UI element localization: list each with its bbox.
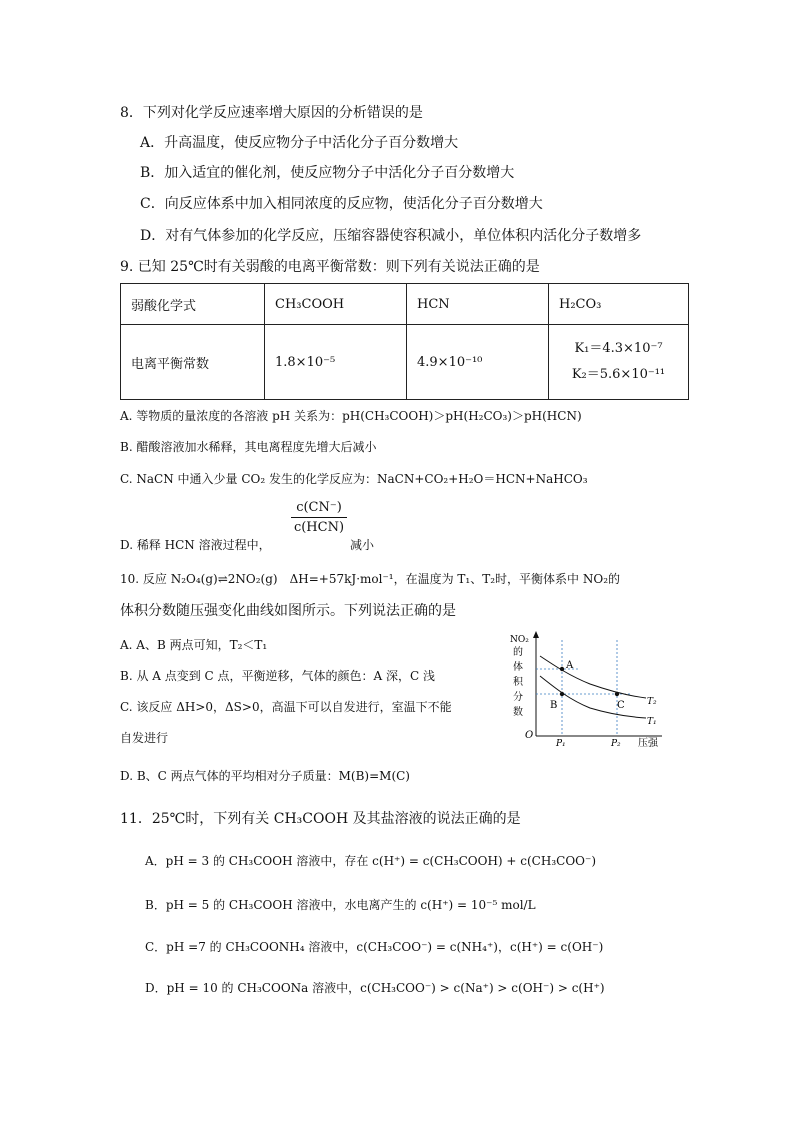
table-cell: 1.8×10⁻⁵ bbox=[265, 325, 407, 400]
table-cell: 电离平衡常数 bbox=[121, 325, 265, 400]
x-axis-label: 压强 bbox=[638, 738, 658, 748]
y-axis-arrow bbox=[533, 631, 539, 638]
q9-stem: 9. 已知 25℃时有关弱酸的电离平衡常数：则下列有关说法正确的是 bbox=[120, 259, 540, 275]
table-row bbox=[121, 284, 689, 325]
origin-label: O bbox=[525, 730, 534, 741]
point-b-label: B bbox=[550, 700, 558, 711]
p1-label: P₁ bbox=[556, 739, 566, 748]
q8-option-c: C．向反应体系中加入相同浓度的反应物，使活化分子百分数增大 bbox=[140, 196, 543, 212]
q10-option-d: D. B、C 两点气体的平均相对分子质量：M(B)=M(C) bbox=[120, 769, 410, 783]
t2-label: T₂ bbox=[647, 697, 657, 707]
y-label-5: 分 bbox=[513, 692, 523, 703]
q10-option-c-cont: 自发进行 bbox=[120, 731, 169, 745]
point-a bbox=[560, 667, 564, 671]
q8-option-d: D．对有气体参加的化学反应，压缩容器使容积减小，单位体积内活化分子数增多 bbox=[140, 228, 642, 244]
point-c-label: C bbox=[617, 700, 625, 711]
no2-fraction-graph bbox=[500, 628, 670, 748]
table-cell bbox=[549, 325, 689, 400]
fraction-numerator: c(CN⁻) bbox=[291, 500, 347, 518]
q11-stem: 11．25℃时，下列有关 CH₃COOH 及其盐溶液的说法正确的是 bbox=[120, 811, 521, 827]
q8-option-b: B．加入适宜的催化剂，使反应物分子中活化分子百分数增大 bbox=[140, 165, 515, 181]
y-label-3: 体 bbox=[513, 662, 523, 673]
q8-stem: 8．下列对化学反应速率增大原因的分析错误的是 bbox=[120, 105, 423, 121]
table-cell: CH₃COOH bbox=[265, 284, 407, 325]
y-label-6: 数 bbox=[513, 707, 523, 718]
fraction-cn-over-hcn bbox=[291, 500, 347, 535]
q11-option-b: B．pH = 5 的 CH₃COOH 溶液中，水电离产生的 c(H⁺) = 10⁻⁵ mol/L bbox=[145, 898, 536, 912]
table-cell: HCN bbox=[407, 284, 549, 325]
q8-option-a: A．升高温度，使反应物分子中活化分子百分数增大 bbox=[140, 135, 459, 151]
table-row bbox=[121, 325, 689, 400]
q10-stem-line1: 10. 反应 N₂O₄(g)⇌2NO₂(g) ΔH=+57kJ·mol⁻¹，在温度为 T₁、T₂时，平衡体系中 NO₂的 bbox=[120, 572, 620, 586]
q11-option-c: C．pH =7 的 CH₃COONH₄ 溶液中，c(CH₃COO⁻) = c(NH₄⁺)，c(H⁺) = c(OH⁻) bbox=[145, 940, 604, 954]
q9-option-b: B. 醋酸溶液加水稀释，其电离程度先增大后减小 bbox=[120, 440, 377, 454]
q10-stem-line2: 体积分数随压强变化曲线如图所示。下列说法正确的是 bbox=[120, 603, 456, 619]
q9-option-d-prefix: D. 稀释 HCN 溶液过程中， bbox=[120, 538, 271, 552]
q9-option-d-suffix: 减小 bbox=[350, 538, 375, 552]
t1-label: T₁ bbox=[647, 717, 657, 727]
q11-option-d: D．pH = 10 的 CH₃COONa 溶液中，c(CH₃COO⁻) > c(Na⁺) > c(OH⁻) > c(H⁺) bbox=[145, 981, 605, 995]
table-cell: H₂CO₃ bbox=[549, 284, 689, 325]
point-b bbox=[560, 692, 564, 696]
q9-option-a: A. 等物质的量浓度的各溶液 pH 关系为：pH(CH₃COOH)＞pH(H₂CO₃)＞pH(HCN) bbox=[120, 409, 582, 423]
q10-option-a: A. A、B 两点可知，T₂＜T₁ bbox=[120, 638, 268, 652]
q10-option-c: C. 该反应 ΔH>0，ΔS>0，高温下可以自发进行，室温下不能 bbox=[120, 700, 452, 714]
q9-option-c: C. NaCN 中通入少量 CO₂ 发生的化学反应为：NaCN+CO₂+H₂O＝HCN+NaHCO₃ bbox=[120, 472, 588, 486]
k1-value: K₁＝4.3×10⁻⁷ bbox=[574, 341, 663, 356]
t2-curve bbox=[540, 656, 646, 698]
acid-constants-table bbox=[120, 283, 689, 400]
fraction-denominator: c(HCN) bbox=[293, 520, 345, 535]
table-cell: 弱酸化学式 bbox=[121, 284, 265, 325]
y-label-2: 的 bbox=[513, 647, 523, 658]
y-label-1: NO₂ bbox=[510, 635, 529, 645]
p2-label: P₂ bbox=[611, 739, 621, 748]
t1-curve bbox=[540, 676, 646, 718]
table-cell: 4.9×10⁻¹⁰ bbox=[407, 325, 549, 400]
point-a-label: A bbox=[566, 660, 574, 671]
q10-option-b: B. 从 A 点变到 C 点，平衡逆移，气体的颜色：A 深，C 浅 bbox=[120, 669, 436, 683]
y-label-4: 积 bbox=[513, 677, 523, 688]
k2-value: K₂＝5.6×10⁻¹¹ bbox=[571, 367, 666, 382]
point-c bbox=[615, 692, 619, 696]
q11-option-a: A．pH = 3 的 CH₃COOH 溶液中，存在 c(H⁺) = c(CH₃COOH) + c(CH₃COO⁻) bbox=[145, 854, 597, 868]
